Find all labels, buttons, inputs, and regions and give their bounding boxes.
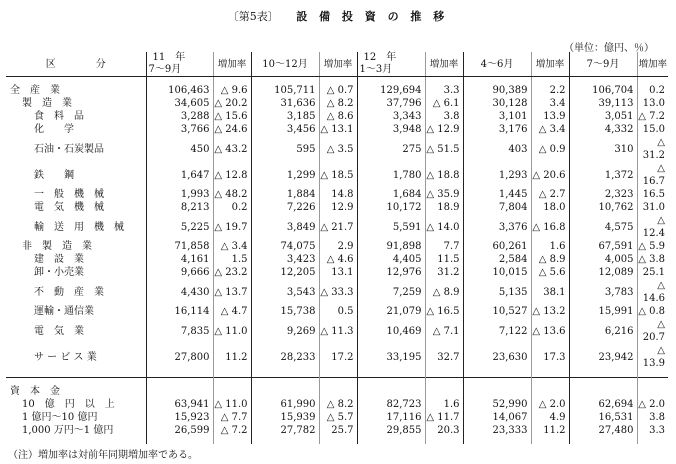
rate-cell: △ 23.2 bbox=[213, 266, 251, 279]
row-label: 電 気 機 械 bbox=[34, 202, 104, 213]
rate-cell: △ 2.0 bbox=[531, 398, 569, 411]
spacer-row bbox=[6, 370, 668, 378]
amount-cell: 7,226 bbox=[251, 201, 319, 214]
row-label: 不 動 産 業 bbox=[34, 286, 104, 298]
rate-cell: △ 5.9 bbox=[637, 240, 668, 253]
rate-cell bbox=[425, 385, 463, 398]
amount-cell: 1,445 bbox=[463, 188, 531, 201]
rate-cell: △ 13.7 bbox=[213, 279, 251, 305]
rate-cell: △ 33.3 bbox=[319, 279, 357, 305]
amount-cell: 3,101 bbox=[463, 110, 531, 123]
rate-cell: 13.9 bbox=[531, 110, 569, 123]
amount-cell: 14,067 bbox=[463, 411, 531, 424]
table-row bbox=[6, 84, 668, 97]
table-row bbox=[6, 305, 668, 318]
rate-cell: 0.5 bbox=[319, 305, 357, 318]
amount-cell: 15,923 bbox=[146, 411, 213, 424]
amount-cell: 106,704 bbox=[569, 84, 637, 97]
rate-cell: 31.0 bbox=[637, 201, 668, 214]
category-header: 区 分 bbox=[6, 52, 146, 77]
row-label: 化 学 bbox=[34, 124, 74, 135]
rate-cell: △ 11.0 bbox=[213, 318, 251, 344]
amount-cell: 2,323 bbox=[569, 188, 637, 201]
rate-cell: △ 8.9 bbox=[425, 279, 463, 305]
amount-cell: 12,089 bbox=[569, 266, 637, 279]
rate-cell: △ 48.2 bbox=[213, 188, 251, 201]
rate-cell bbox=[531, 385, 569, 398]
rate-cell: △ 12.8 bbox=[213, 162, 251, 188]
rate-cell: 38.1 bbox=[531, 279, 569, 305]
amount-cell: 63,941 bbox=[146, 398, 213, 411]
rate-cell: 20.3 bbox=[425, 424, 463, 437]
rate-cell: △ 13.6 bbox=[531, 318, 569, 344]
amount-cell: 1,299 bbox=[251, 162, 319, 188]
amount-cell: 60,261 bbox=[463, 240, 531, 253]
rate-cell: 2.9 bbox=[319, 240, 357, 253]
amount-cell: 275 bbox=[357, 136, 425, 162]
rate-cell: △ 14.0 bbox=[425, 214, 463, 240]
amount-cell: 4,405 bbox=[357, 253, 425, 266]
amount-cell: 16,114 bbox=[146, 305, 213, 318]
rate-cell: △ 11.0 bbox=[213, 398, 251, 411]
rate-cell: 13.0 bbox=[637, 97, 668, 110]
row-label: 1,000 万円～1 億円 bbox=[22, 425, 114, 436]
rate-cell: △ 8.2 bbox=[319, 398, 357, 411]
amount-cell: 17,116 bbox=[357, 411, 425, 424]
amount-cell: 34,605 bbox=[146, 97, 213, 110]
rate-cell: △ 35.9 bbox=[425, 188, 463, 201]
period-header-3: 12 年 1～3月 bbox=[357, 52, 425, 77]
period-header-5: 7～9月 bbox=[569, 52, 637, 77]
rate-cell bbox=[213, 385, 251, 398]
amount-cell: 67,591 bbox=[569, 240, 637, 253]
rate-cell: 17.2 bbox=[319, 344, 357, 370]
rate-cell: △ 2.0 bbox=[637, 398, 668, 411]
rate-cell: △ 13.2 bbox=[531, 305, 569, 318]
amount-cell: 3,783 bbox=[569, 279, 637, 305]
header-row bbox=[6, 52, 668, 77]
rate-cell: △ 5.6 bbox=[531, 266, 569, 279]
row-label: 鉄 鋼 bbox=[34, 169, 74, 181]
amount-cell: 7,259 bbox=[357, 279, 425, 305]
rate-cell: △ 13.1 bbox=[319, 123, 357, 136]
footnote: （注）増加率は対前年同期増加率である。 bbox=[8, 450, 198, 461]
rate-cell: △ 4.7 bbox=[213, 305, 251, 318]
rate-cell bbox=[319, 385, 357, 398]
table-row bbox=[6, 110, 668, 123]
rate-cell: △ 24.6 bbox=[213, 123, 251, 136]
rate-cell: △ 6.1 bbox=[425, 97, 463, 110]
rate-cell: 12.9 bbox=[319, 201, 357, 214]
amount-cell: 1,884 bbox=[251, 188, 319, 201]
amount-cell: 4,332 bbox=[569, 123, 637, 136]
spacer-row bbox=[6, 77, 668, 85]
amount-cell: 450 bbox=[146, 136, 213, 162]
table-row bbox=[6, 253, 668, 266]
amount-cell: 3,456 bbox=[251, 123, 319, 136]
rate-cell: 32.7 bbox=[425, 344, 463, 370]
row-label: 資 本 金 bbox=[10, 386, 60, 397]
amount-cell: 5,225 bbox=[146, 214, 213, 240]
rate-cell: △ 3.4 bbox=[531, 123, 569, 136]
amount-cell: 27,480 bbox=[569, 424, 637, 437]
amount-cell: 61,990 bbox=[251, 398, 319, 411]
table-label: 〔第5表〕 bbox=[227, 10, 279, 23]
table-row bbox=[6, 318, 668, 344]
amount-cell bbox=[357, 385, 425, 398]
row-label: 1 億円～10 億円 bbox=[22, 412, 98, 423]
row-label: 卸・小売業 bbox=[34, 267, 84, 278]
table-row bbox=[6, 424, 668, 437]
rate-cell: △ 0.8 bbox=[637, 305, 668, 318]
rate-cell: △ 12.9 bbox=[425, 123, 463, 136]
period-header-4: 4～6月 bbox=[463, 52, 531, 77]
rate-cell: △ 14.6 bbox=[637, 279, 668, 305]
amount-cell: 26,599 bbox=[146, 424, 213, 437]
amount-cell: 5,135 bbox=[463, 279, 531, 305]
amount-cell: 71,858 bbox=[146, 240, 213, 253]
amount-cell: 6,216 bbox=[569, 318, 637, 344]
period-header-1: 11 年 7～9月 bbox=[146, 52, 213, 77]
amount-cell: 39,113 bbox=[569, 97, 637, 110]
amount-cell: 21,079 bbox=[357, 305, 425, 318]
amount-cell: 9,269 bbox=[251, 318, 319, 344]
rate-header-2: 増加率 bbox=[319, 52, 357, 77]
amount-cell: 23,333 bbox=[463, 424, 531, 437]
amount-cell: 7,835 bbox=[146, 318, 213, 344]
rate-cell: △ 15.6 bbox=[213, 110, 251, 123]
amount-cell: 90,389 bbox=[463, 84, 531, 97]
amount-cell: 106,463 bbox=[146, 84, 213, 97]
rate-header-5: 増加率 bbox=[637, 52, 668, 77]
table-heading: 設 備 投 資 の 推 移 bbox=[296, 10, 449, 23]
rate-cell: △ 18.5 bbox=[319, 162, 357, 188]
amount-cell: 12,205 bbox=[251, 266, 319, 279]
table-row bbox=[6, 162, 668, 188]
rate-header-4: 増加率 bbox=[531, 52, 569, 77]
rate-cell: 1.6 bbox=[425, 398, 463, 411]
amount-cell: 33,195 bbox=[357, 344, 425, 370]
rate-cell: 16.5 bbox=[637, 188, 668, 201]
rate-cell: △ 18.8 bbox=[425, 162, 463, 188]
amount-cell: 2,584 bbox=[463, 253, 531, 266]
amount-cell: 3,185 bbox=[251, 110, 319, 123]
amount-cell: 12,976 bbox=[357, 266, 425, 279]
rate-cell: △ 2.7 bbox=[531, 188, 569, 201]
table-row bbox=[6, 240, 668, 253]
amount-cell: 23,942 bbox=[569, 344, 637, 370]
amount-cell: 5,591 bbox=[357, 214, 425, 240]
spacer-row bbox=[6, 378, 668, 386]
rate-cell: △ 12.4 bbox=[637, 214, 668, 240]
rate-cell: 13.1 bbox=[319, 266, 357, 279]
rate-cell: 11.2 bbox=[213, 344, 251, 370]
amount-cell: 31,636 bbox=[251, 97, 319, 110]
rate-cell: △ 0.9 bbox=[531, 136, 569, 162]
rate-cell: 14.8 bbox=[319, 188, 357, 201]
amount-cell: 10,527 bbox=[463, 305, 531, 318]
rate-cell: 17.3 bbox=[531, 344, 569, 370]
rate-cell: △ 0.7 bbox=[319, 84, 357, 97]
row-label: 一 般 機 械 bbox=[34, 189, 104, 200]
amount-cell: 27,800 bbox=[146, 344, 213, 370]
amount-cell: 1,780 bbox=[357, 162, 425, 188]
rate-cell: △ 7.7 bbox=[213, 411, 251, 424]
rate-cell: △ 3.5 bbox=[319, 136, 357, 162]
amount-cell: 10,762 bbox=[569, 201, 637, 214]
amount-cell: 595 bbox=[251, 136, 319, 162]
amount-cell: 7,122 bbox=[463, 318, 531, 344]
table-row bbox=[6, 214, 668, 240]
rate-cell: △ 8.2 bbox=[319, 97, 357, 110]
rate-header-3: 増加率 bbox=[425, 52, 463, 77]
rate-cell: 3.8 bbox=[637, 411, 668, 424]
row-label: 石油・石炭製品 bbox=[34, 143, 104, 155]
amount-cell: 15,738 bbox=[251, 305, 319, 318]
amount-cell: 23,630 bbox=[463, 344, 531, 370]
amount-cell: 1,684 bbox=[357, 188, 425, 201]
rate-cell: △ 16.5 bbox=[425, 305, 463, 318]
amount-cell: 4,430 bbox=[146, 279, 213, 305]
rate-cell: 0.2 bbox=[213, 201, 251, 214]
rate-cell: △ 8.9 bbox=[531, 253, 569, 266]
row-label: 製 造 業 bbox=[22, 98, 72, 109]
rate-cell: △ 20.7 bbox=[637, 318, 668, 344]
amount-cell: 4,005 bbox=[569, 253, 637, 266]
table-row bbox=[6, 385, 668, 398]
row-label: 輸 送 用 機 械 bbox=[34, 221, 124, 233]
amount-cell: 4,161 bbox=[146, 253, 213, 266]
rate-cell bbox=[637, 385, 668, 398]
rate-cell: 18.0 bbox=[531, 201, 569, 214]
amount-cell: 3,849 bbox=[251, 214, 319, 240]
table-row bbox=[6, 188, 668, 201]
amount-cell: 105,711 bbox=[251, 84, 319, 97]
amount-cell: 3,288 bbox=[146, 110, 213, 123]
rate-cell: △ 21.7 bbox=[319, 214, 357, 240]
rate-cell: △ 8.6 bbox=[319, 110, 357, 123]
rate-cell: 3.3 bbox=[637, 424, 668, 437]
amount-cell: 82,723 bbox=[357, 398, 425, 411]
amount-cell: 52,990 bbox=[463, 398, 531, 411]
amount-cell: 16,531 bbox=[569, 411, 637, 424]
rate-cell: △ 11.7 bbox=[425, 411, 463, 424]
amount-cell: 129,694 bbox=[357, 84, 425, 97]
rate-cell: △ 31.2 bbox=[637, 136, 668, 162]
table-row bbox=[6, 266, 668, 279]
amount-cell: 10,469 bbox=[357, 318, 425, 344]
investment-table bbox=[6, 52, 668, 444]
amount-cell: 28,233 bbox=[251, 344, 319, 370]
rate-cell: △ 19.7 bbox=[213, 214, 251, 240]
row-label: 10 億 円 以 上 bbox=[22, 399, 115, 410]
amount-cell bbox=[463, 385, 531, 398]
row-label: サ ー ビ ス 業 bbox=[34, 351, 97, 363]
amount-cell: 62,694 bbox=[569, 398, 637, 411]
amount-cell: 91,898 bbox=[357, 240, 425, 253]
rate-cell: △ 9.6 bbox=[213, 84, 251, 97]
amount-cell: 4,575 bbox=[569, 214, 637, 240]
amount-cell: 10,172 bbox=[357, 201, 425, 214]
rate-cell: 2.2 bbox=[531, 84, 569, 97]
table-row bbox=[6, 279, 668, 305]
rate-cell: 18.9 bbox=[425, 201, 463, 214]
table-row bbox=[6, 411, 668, 424]
spacer-row bbox=[6, 437, 668, 444]
row-label: 電 気 業 bbox=[34, 325, 84, 337]
rate-cell: △ 11.3 bbox=[319, 318, 357, 344]
amount-cell: 3,051 bbox=[569, 110, 637, 123]
rate-cell: △ 3.4 bbox=[213, 240, 251, 253]
rate-cell: △ 7.2 bbox=[637, 110, 668, 123]
amount-cell: 30,128 bbox=[463, 97, 531, 110]
row-label: 運輸・通信業 bbox=[34, 306, 94, 317]
amount-cell: 9,666 bbox=[146, 266, 213, 279]
rate-cell: △ 5.7 bbox=[319, 411, 357, 424]
rate-cell: 3.4 bbox=[531, 97, 569, 110]
amount-cell: 15,991 bbox=[569, 305, 637, 318]
table-title bbox=[0, 8, 676, 24]
unit-label: （単位：億円、％） bbox=[564, 43, 654, 54]
rate-cell: 4.9 bbox=[531, 411, 569, 424]
amount-cell: 3,343 bbox=[357, 110, 425, 123]
amount-cell: 37,796 bbox=[357, 97, 425, 110]
amount-cell: 29,855 bbox=[357, 424, 425, 437]
table-row bbox=[6, 201, 668, 214]
table-row bbox=[6, 136, 668, 162]
amount-cell: 3,176 bbox=[463, 123, 531, 136]
rate-cell: 11.5 bbox=[425, 253, 463, 266]
rate-cell: 11.2 bbox=[531, 424, 569, 437]
rate-cell: △ 13.9 bbox=[637, 344, 668, 370]
amount-cell: 3,543 bbox=[251, 279, 319, 305]
rate-header-1: 増加率 bbox=[213, 52, 251, 77]
row-label: 建 設 業 bbox=[34, 254, 84, 265]
rate-cell: △ 20.2 bbox=[213, 97, 251, 110]
rate-cell: △ 16.8 bbox=[531, 214, 569, 240]
rate-cell: △ 43.2 bbox=[213, 136, 251, 162]
rate-cell: △ 3.8 bbox=[637, 253, 668, 266]
amount-cell: 10,015 bbox=[463, 266, 531, 279]
rate-cell: △ 51.5 bbox=[425, 136, 463, 162]
amount-cell: 1,993 bbox=[146, 188, 213, 201]
amount-cell: 8,213 bbox=[146, 201, 213, 214]
rate-cell: 25.7 bbox=[319, 424, 357, 437]
rate-cell: △ 7.1 bbox=[425, 318, 463, 344]
row-label: 全 産 業 bbox=[10, 85, 60, 96]
rate-cell: 3.3 bbox=[425, 84, 463, 97]
amount-cell: 3,948 bbox=[357, 123, 425, 136]
amount-cell: 1,293 bbox=[463, 162, 531, 188]
amount-cell: 403 bbox=[463, 136, 531, 162]
amount-cell: 7,804 bbox=[463, 201, 531, 214]
row-label: 食 料 品 bbox=[34, 111, 84, 122]
rate-cell: △ 4.6 bbox=[319, 253, 357, 266]
rate-cell: △ 7.2 bbox=[213, 424, 251, 437]
amount-cell: 15,939 bbox=[251, 411, 319, 424]
amount-cell: 1,647 bbox=[146, 162, 213, 188]
rate-cell: 31.2 bbox=[425, 266, 463, 279]
rate-cell: 0.2 bbox=[637, 84, 668, 97]
row-label: 非 製 造 業 bbox=[22, 241, 92, 252]
rate-cell: 15.0 bbox=[637, 123, 668, 136]
amount-cell bbox=[569, 385, 637, 398]
rate-cell: 3.8 bbox=[425, 110, 463, 123]
amount-cell: 3,376 bbox=[463, 214, 531, 240]
amount-cell: 310 bbox=[569, 136, 637, 162]
rate-cell: 1.6 bbox=[531, 240, 569, 253]
rate-cell: 1.5 bbox=[213, 253, 251, 266]
amount-cell: 3,423 bbox=[251, 253, 319, 266]
table-row bbox=[6, 398, 668, 411]
amount-cell: 74,075 bbox=[251, 240, 319, 253]
table-row bbox=[6, 123, 668, 136]
amount-cell bbox=[146, 385, 213, 398]
table-row bbox=[6, 344, 668, 370]
amount-cell: 27,782 bbox=[251, 424, 319, 437]
amount-cell: 1,372 bbox=[569, 162, 637, 188]
rate-cell: 25.1 bbox=[637, 266, 668, 279]
table-row bbox=[6, 97, 668, 110]
rate-cell: △ 16.7 bbox=[637, 162, 668, 188]
period-header-2: 10～12月 bbox=[251, 52, 319, 77]
rate-cell: △ 20.6 bbox=[531, 162, 569, 188]
amount-cell: 3,766 bbox=[146, 123, 213, 136]
amount-cell bbox=[251, 385, 319, 398]
rate-cell: 7.7 bbox=[425, 240, 463, 253]
